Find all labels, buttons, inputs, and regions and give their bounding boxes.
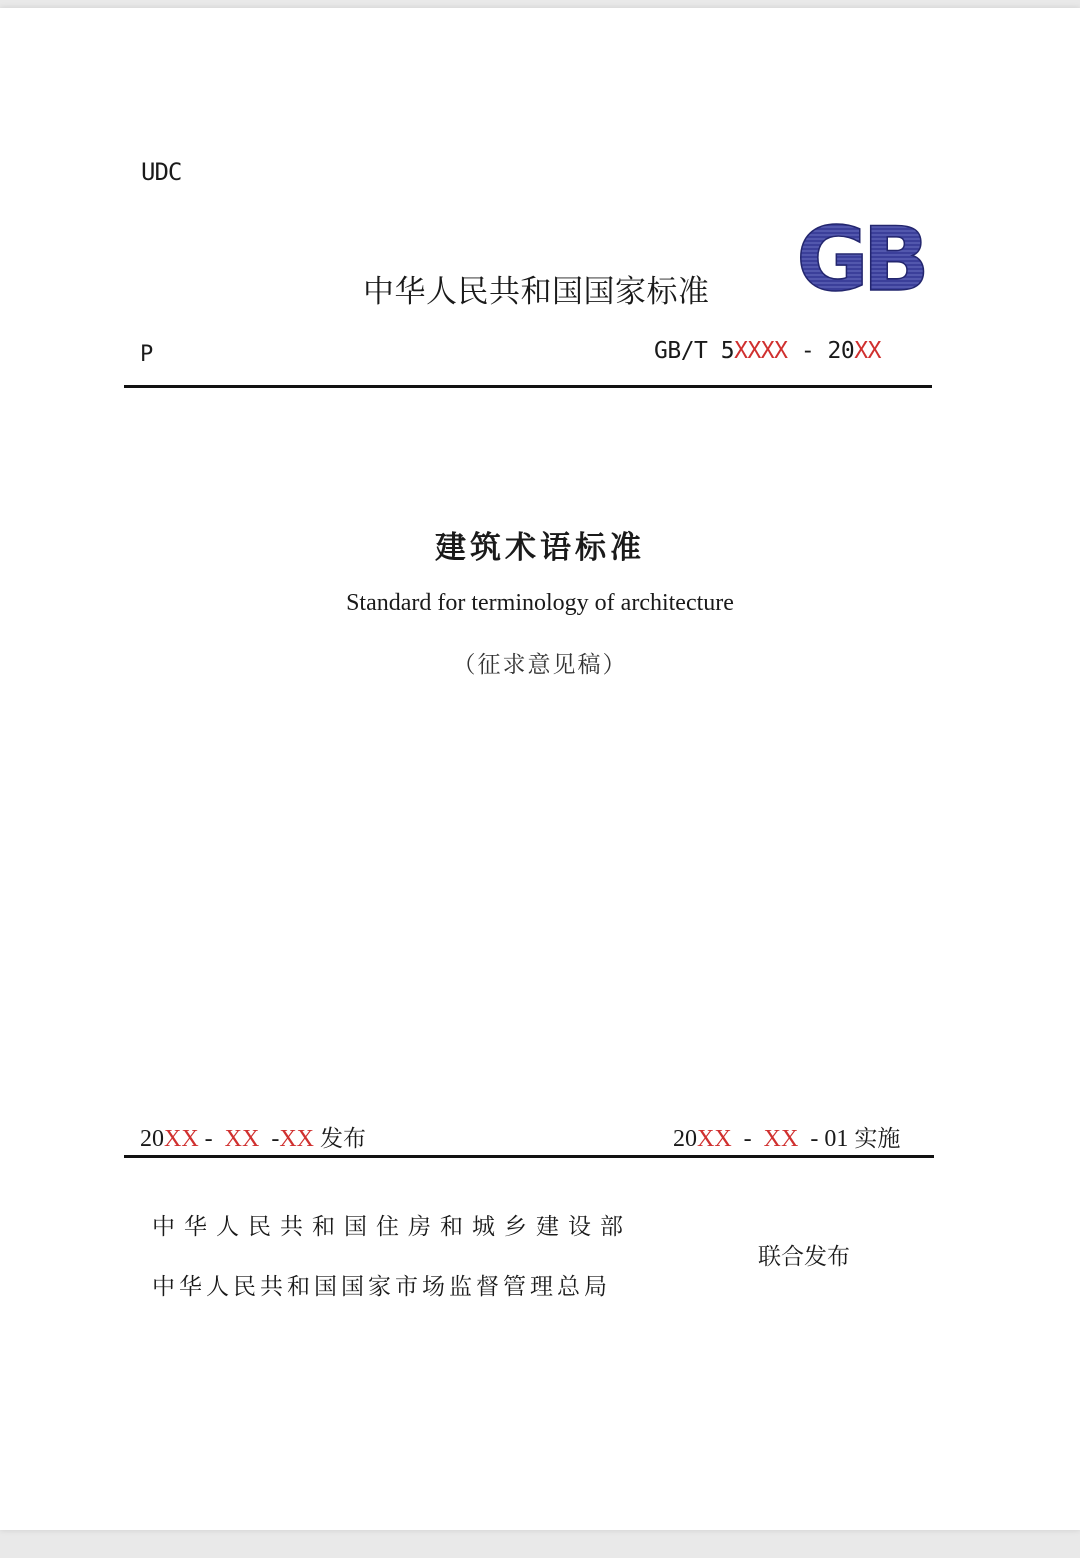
standard-number — [654, 338, 881, 364]
standard-number-separator: - — [787, 338, 828, 364]
title-chinese: 建筑术语标准 — [435, 530, 645, 566]
issue-dash: - — [198, 1126, 219, 1152]
gb-logo-text: GB — [796, 216, 924, 298]
header-divider — [124, 385, 932, 388]
publisher-ministry: 中华人民共和国住房和城乡建设部 — [152, 1214, 632, 1240]
impl-dash: - — [737, 1126, 758, 1152]
impl-day: - 01 — [804, 1126, 849, 1152]
standard-year-placeholder: XX — [854, 338, 881, 364]
udc-label: UDC — [141, 158, 182, 186]
standard-year-prefix: 20 — [827, 338, 855, 364]
standard-number-prefix: GB/T 5 — [654, 338, 735, 364]
issue-label: 发布 — [320, 1126, 367, 1152]
issue-year-placeholder: XX — [164, 1126, 199, 1152]
joint-publish-label: 联合发布 — [758, 1244, 850, 1270]
document-page — [0, 8, 1080, 1530]
issue-year-prefix: 20 — [140, 1126, 164, 1152]
publisher-administration: 中华人民共和国国家市场监督管理总局 — [152, 1274, 611, 1300]
classification-code: P — [140, 342, 154, 367]
gb-logo — [780, 216, 940, 298]
national-standard-heading: 中华人民共和国国家标准 — [363, 274, 710, 310]
title-english: Standard for terminology of architecture — [346, 590, 734, 616]
footer-divider — [124, 1155, 934, 1158]
issue-day-placeholder: XX — [279, 1126, 315, 1152]
draft-status: （征求意见稿） — [452, 652, 628, 678]
implementation-date — [673, 1120, 900, 1153]
issue-month-placeholder: XX — [224, 1126, 260, 1152]
issue-dash-2: - — [265, 1126, 280, 1152]
impl-label: 实施 — [854, 1126, 901, 1152]
impl-year-prefix: 20 — [673, 1126, 697, 1152]
standard-number-placeholder: XXXX — [734, 338, 788, 364]
impl-year-placeholder: XX — [697, 1126, 732, 1152]
issue-date — [140, 1120, 366, 1153]
impl-month-placeholder: XX — [763, 1126, 799, 1152]
